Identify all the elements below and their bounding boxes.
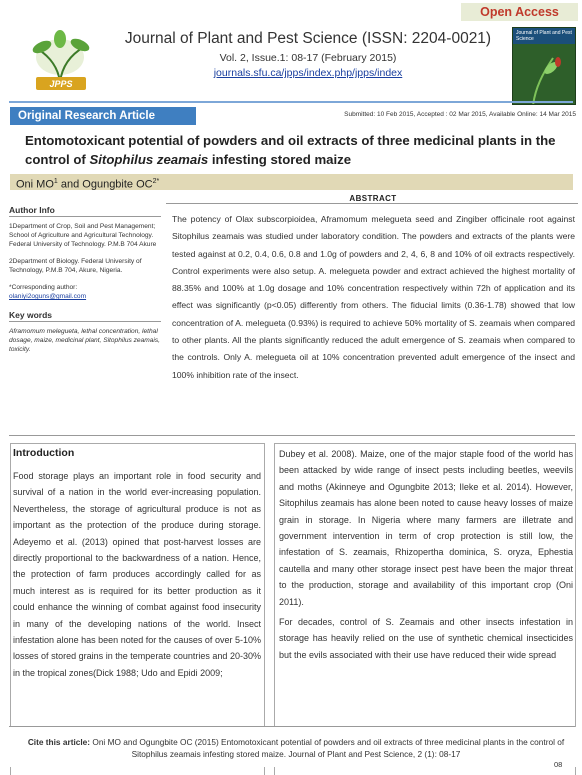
keywords-list: Aframomum melegueta, lethal concentration, lethal dosage, maize, medicinal plant, Sitophilus zeamais, toxicity. [9, 328, 161, 353]
right-paragraph-1: Dubey et al. 2008). Maize, one of the major staple food of the world has been attacked by wide range of insect pests including beetles, weevils and moths (Akinneye and Ogungbite 2013; Ileke et al. 2014). However, Sitophilus zeamais has alone been noted to cause heavy losses of maize grain in storage. In Nigeria where many farmers are illetrate and government intervention in term of crop protection is still low, the infestation of S. zeamais, Rhizopertha dominica, S. oryza, Ephestia cautella and many other storage insect pest have been the major threat to the production, storage and availability of this important crop (Oni 2011). [279, 449, 573, 607]
logo-text: JPPS [49, 79, 73, 89]
corresponding-author [9, 283, 161, 301]
page-number: 08 [554, 760, 563, 769]
author-1: Oni MO [16, 178, 54, 191]
authors-bar [10, 174, 573, 190]
open-access-badge: Open Access [461, 3, 578, 21]
affiliation-1: 1Department of Crop, Soil and Pest Management; School of Agriculture and Agricultural Technology. Federal University of Technology. P.M.B 704 Akure [9, 223, 157, 248]
footer-rule [9, 726, 575, 727]
cite-label: Cite this article: [27, 737, 91, 747]
title-part1: Entomotoxicant potential of powders and oil extracts of three medicinal plants in the control of [25, 133, 556, 167]
submission-dates: Submitted: 10 Feb 2015, Accepted : 02 Mar 2015, Available Online: 14 Mar 2015 [344, 111, 576, 118]
right-paragraph-2: For decades, control of S. Zeamais and other insects infestation in storage has heavily relied on the use of synthetic chemical insecticides but the evils associated with their use have reduced their wide spread [279, 617, 573, 660]
author-2-sup: 2* [152, 178, 160, 185]
section-divider [9, 435, 575, 436]
journal-volume: Vol. 2, Issue.1: 08-17 (February 2015) [219, 52, 397, 64]
author-info-sidebar [9, 205, 161, 362]
journal-url-link[interactable]: journals.sfu.ca/jpps/index.php/jpps/index [213, 67, 403, 79]
journal-cover-thumbnail [512, 27, 576, 105]
author-separator: and [57, 178, 83, 191]
cover-title: Journal of Plant and Pest Science [516, 30, 572, 42]
corresponding-email-link[interactable]: olaniyi2oguns@gmail.com [9, 293, 87, 300]
abstract-text: The potency of Olax subscorpioidea, Aframomum melegueta seed and Zingiber officinale root against Sitophilus zeamais was studied under laboratory condition. The powders and extracts of the plants were tested against at 0.2, 0.4, 0.6, 0.8 and 1.0g of powders and 2, 4, 6, 8 and 10% of oil extracts respectively. Control experiments were also setup. A. melegueta powder and extract achieved the highest mortality of 88.35% and 100% at 1.0g dosage and 10% concentration respectively within 72h of application and its effect was significantly (p<0.05) differently from others. The fiducial limits (0.36-1.78) showed that low concentration of A. melegueta (0.93%) is required to achieve 50% mortality of S. zeamais when compared to other plants. All the plants significantly reduced the adult emergence of S. zeamais when compared to the controls. Only A. melegueta oil at 10% concentration prevented adult emergence of the insect and 100% inhibition rate of the insect. [172, 214, 575, 380]
title-species: Sitophilus zeamais [89, 152, 209, 167]
author-info-heading: Author Info [9, 205, 161, 217]
author-1-sup: 1 [53, 178, 58, 185]
abstract-rule [166, 203, 578, 204]
cite-text: Oni MO and Ogungbite OC (2015) Entomotoxicant potential of powders and oil extracts of three medicinal plants in the control of Sitophilus zeamais infesting stored maize. Journal of Plant and Pest Science, 2 (1): 08-17 [90, 737, 565, 759]
introduction-text-left: Food storage plays an important role in food security and survival of a nation in the world ever-increasing population. Nevertheless, the storage of agricultural produce is not as important as the protection of the produce during storage. Adeyemo et al. (2013) opined that post-harvest losses are directly proportional to the backwardness of a nation. Hence, the protection of farm produces accordingly called for as much interest as is required for its better production as it could enhance the winning of combat against food insecurity in many of the developing nations of the world. Insect infestation alone has been noted for the causes of over 5-10% losses of stored grains in the temperate countries and 20-30% in the tropical zones(Dick 1988; Udo and Epidi 2009; [13, 471, 261, 678]
abstract-heading: ABSTRACT [349, 194, 397, 203]
keywords-heading: Key words [9, 310, 161, 322]
journal-title: Journal of Plant and Pest Science (ISSN: 2204-0021) [124, 30, 492, 47]
affiliation-2: 2Department of Biology. Federal University of Technology, P.M.B 704, Akure, Nigeria. [9, 258, 142, 274]
author-2: Ogungbite OC [82, 178, 153, 191]
introduction-text-right [279, 446, 573, 663]
header-rule [9, 101, 573, 103]
corresponding-label: *Corresponding author: [9, 284, 78, 291]
article-type-badge: Original Research Article [10, 107, 196, 125]
article-title [25, 131, 570, 169]
introduction-heading: Introduction [13, 447, 75, 459]
journal-logo [20, 27, 102, 97]
title-part2: infesting stored maize [208, 152, 352, 167]
citation [26, 737, 566, 760]
